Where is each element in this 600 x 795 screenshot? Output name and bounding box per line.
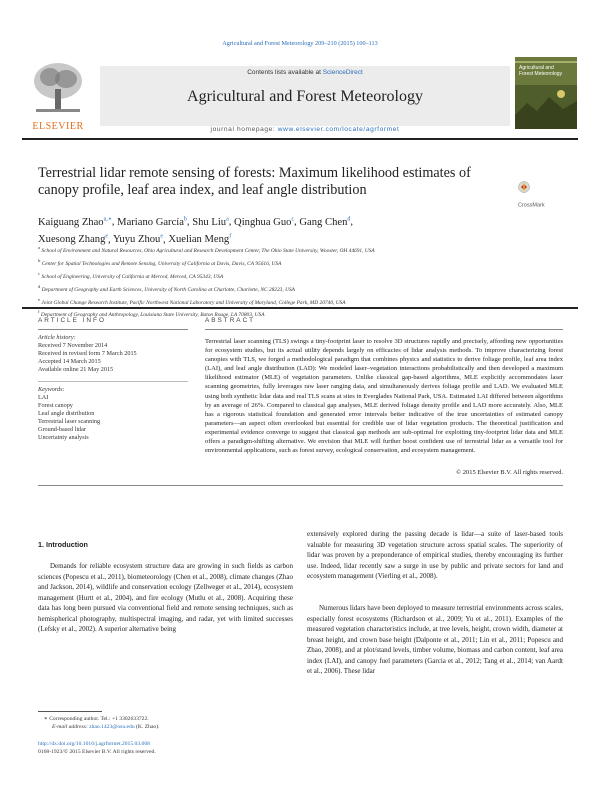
affiliation-sup: d: [38, 283, 41, 289]
cover-title-line1: Agricultural and: [519, 65, 554, 71]
email-link[interactable]: zhao.1423@osu.edu: [89, 723, 135, 730]
author-affil-sup[interactable]: a: [226, 216, 229, 222]
article-info-heading: ARTICLE INFO: [38, 317, 106, 324]
affiliations-divider: [22, 307, 578, 309]
intro-paragraph-1: Demands for reliable ecosystem structure data are growing in such fields as carbon sciences (Popescu et al., 2011), biometeorology (Chen et al., 2008), climate changes (Zhao and Jackson, 2014), wildlife and conservation ecology (Zellweger et al., 2014), ecosystem management (Hurtt et al., 2004), and fire ecology (Mutlu et al., 2008). Acquiring these data has long been pursued via conventional field and remote sensing techniques, such as hemispherical photography, multispectral imaging, and radar, yet with limited successes (Lefsky et al., 2002). A superior alternative being: [38, 562, 293, 633]
issn-copyright: 0168-1923/© 2015 Elsevier B.V. All rights reserved.: [38, 748, 156, 755]
author-name: Xuelian Meng: [168, 234, 230, 246]
affiliation-text: Center for Spatial Technologies and Remote Sensing, University of California at Davis, Davis, CA 95616, USA: [41, 260, 282, 267]
author-name: Mariano García: [117, 216, 184, 228]
abstract-rule: [205, 329, 563, 330]
author-affil-sup[interactable]: e: [105, 233, 109, 240]
contents-availability: [100, 69, 510, 76]
author-affil-sup[interactable]: f: [229, 233, 232, 240]
article-info-rule: [38, 329, 188, 330]
footnote-rule: [38, 711, 102, 712]
affiliation-text: Department of Geography and Earth Sciences, University of North Carolina at Charlotte, Charlotte, NC 28223, USA: [41, 286, 295, 293]
keywords-label: Keywords:: [38, 386, 65, 393]
affiliation-text: Joint Global Change Research Institute, Pacific Northwest National Laboratory and University of Maryland, College Park, MD 20740, USA: [41, 299, 346, 306]
author-name: Xuesong Zhang: [38, 234, 106, 246]
abstract-bottom-rule: [38, 485, 563, 486]
affiliation-sup: c: [38, 270, 41, 276]
history-received: Received 7 November 2014: [38, 342, 108, 349]
homepage-link[interactable]: www.elsevier.com/locate/agrformet: [277, 126, 400, 133]
corresponding-author-note: ∗ Corresponding author. Tel.: +1 3302633722.: [44, 716, 149, 722]
history-online: Available online 21 May 2015: [38, 366, 114, 373]
header-divider: [22, 138, 578, 140]
author-name: Shu Liu: [192, 216, 227, 228]
author-list: Kaiguang Zhao$^{a,∗}$, Mariano García$^b$, Shu Liu$^a$, Qinghua Guo$^c$, Gang Chen$^d$, Xuesong Zhang$^e$, Yuyu Zhou$^e$, Xuelian Meng$^f$: [38, 216, 354, 246]
history-revised: Received in revised form 7 March 2015: [38, 350, 137, 357]
journal-homepage: [100, 126, 510, 133]
affiliation-sup: e: [38, 296, 41, 302]
article-title: Terrestrial lidar remote sensing of forests: Maximum likelihood estimates of canopy profile, leaf area index, and leaf angle distribution: [38, 165, 471, 198]
author[interactable]: [192, 217, 229, 228]
author[interactable]: [117, 217, 187, 228]
abstract-text: Terrestrial laser scanning (TLS) swings a tiny-footprint laser to resolve 3D structures rapidly and precisely, affording new opportunities for ecosystem studies, but its actual utility depends largely on efficacies of lidar analysis methods. To improve characterizing forest canopies with TLS, we forged a methodological paradigm that combines physics and statistics to derive foliage profile, leaf area index (LAI), and leaf angle distribution (LAD): We modeled laser–vegetation interactions probabilistically and then developed a maximum likelihood estimator (MLE) of vegetation parameters. Unlike classical gap-based algorithms, MLE explicitly accommodates laser scanning geometries, fully leverages raw laser ranging data, and simultaneously derives foliage profile and LAD. We evaluated MLE using both synthetic lidar data and real TLS scans at sites in Everglades National Park, USA. Estimated LAI differed between algorithms by an average of 26%. Compared to classical gap analyses, MLE derived foliage density profile and LAD more accurately. Also, MLE has a rigorous statistical foundation and generated error intervals better indicative of the true uncertainties of estimated canopy parameters—an aspect often overlooked but essential for credible use of lidar vegetation products. The theoretical justification and experimental evidence converge to suggest that classical gap methods are sub-optimal for exploiting tiny-footprint lidar data and MLE offers a paradigm-shifting alternative. We envision that MLE will further boost confident use of terrestrial lidar as a versatile tool for environmental applications, such as forest survey, ecological conservation, and ecosystem management.: [205, 338, 563, 455]
cover-title-line2: Forest Meteorology: [519, 71, 563, 77]
affiliation: [38, 269, 568, 282]
affiliation: [38, 256, 568, 269]
doi-link[interactable]: http://dx.doi.org/10.1016/j.agrformet.2015.03.008: [38, 741, 150, 747]
author-name: Gang Chen: [299, 216, 348, 228]
affiliation-text: School of Environment and Natural Resources, Ohio Agricultural and Research Development Center, The Ohio State University, Wooster, OH 44691, USA: [41, 247, 375, 254]
sciencedirect-link[interactable]: ScienceDirect: [322, 69, 363, 76]
elsevier-logo: [22, 57, 94, 135]
keyword: Ground-based lidar: [38, 426, 86, 433]
journal-reference[interactable]: Agricultural and Forest Meteorology 209–210 (2015) 100–113: [222, 40, 378, 47]
author[interactable]: [38, 217, 112, 228]
abstract-copyright: © 2015 Elsevier B.V. All rights reserved.: [456, 469, 563, 476]
affiliation: [38, 295, 568, 308]
author-affil-sup[interactable]: d: [347, 216, 351, 222]
author-name: Qinghua Guo: [234, 216, 292, 228]
cover-landscape-icon: [515, 85, 577, 129]
intro-paragraph-3: Numerous lidars have been deployed to measure terrestrial environments across scales, especially forest ecosystems (Richardson et al., 2009; Yu et al., 2011). Examples of the measured vegetation characteristics include, at tree levels, height, crown width, diameter at breast height, and crown base height (Dalponte et al., 2011; Lin et al., 2011; Popescu and Zhao, 2008), and at plot/stand levels, timber volume, biomass and carbon content, leaf area index (LAI), and canopy fuel parameters (Garcia et al., 2012; Tang et al., 2014; van Aardt et al., 2006). These lidar: [307, 604, 563, 675]
author-affil-sup[interactable]: e: [160, 233, 164, 240]
email-label: E-mail address:: [52, 723, 90, 730]
keyword: Leaf angle distribution: [38, 410, 95, 417]
footnotes: [44, 716, 294, 731]
author-affil-sup[interactable]: b: [183, 216, 187, 222]
author[interactable]: [299, 217, 350, 228]
author-name: Yuyu Zhou: [112, 234, 161, 246]
affiliation: [38, 243, 568, 256]
keyword: Forest canopy: [38, 402, 73, 409]
article-history: [38, 334, 198, 374]
author[interactable]: [234, 217, 294, 228]
crossmark-icon: [518, 181, 530, 193]
homepage-label: journal homepage:: [210, 126, 278, 133]
history-label: Article history:: [38, 334, 76, 341]
elsevier-tree-icon: [30, 59, 86, 115]
journal-title: Agricultural and Forest Meteorology: [187, 88, 423, 105]
contents-prefix: Contents lists available at: [247, 69, 323, 76]
affiliation-text: Department of Geography and Anthropology, Louisiana State University, Baton Rouge, LA 70803, USA: [40, 312, 265, 319]
affiliation-sup: f: [38, 309, 40, 315]
affiliation: [38, 282, 568, 295]
keywords-rule: [38, 381, 188, 382]
affiliation-sup: b: [38, 257, 41, 263]
author-affil-sup[interactable]: a,∗: [103, 216, 112, 222]
keyword: Terrestrial laser scanning: [38, 418, 101, 425]
affiliation: [38, 307, 568, 320]
email-suffix: (K. Zhao).: [134, 723, 160, 730]
keywords: [38, 386, 198, 442]
author-affil-sup[interactable]: c: [291, 216, 295, 222]
publication-info: [38, 741, 338, 756]
introduction-heading: 1. Introduction: [38, 540, 88, 549]
keyword: Uncertainty analysis: [38, 434, 89, 441]
publisher-name: ELSEVIER: [32, 121, 84, 132]
intro-paragraph-2: extensively explored during the passing decade is lidar—a suite of laser-based tools valuable for measuring 3D vegetation structure across spatial scales. The superiority of lidar was proven by a preponderance of empirical studies, thereby encouraging its further use. Indeed, lidar recently saw a surge in use by public and private sectors for land and ecosystem management (Vierling et al., 2008).: [307, 530, 563, 580]
author-name: Kaiguang Zhao: [38, 216, 104, 228]
journal-cover-image: [515, 57, 577, 129]
history-accepted: Accepted 14 March 2015: [38, 358, 101, 365]
affiliation-text: School of Engineering, University of California at Merced, Merced, CA 95343, USA: [41, 273, 224, 280]
crossmark-label: CrossMark: [518, 202, 545, 209]
abstract-heading: ABSTRACT: [205, 317, 256, 324]
keyword: LAI: [38, 394, 49, 401]
crossmark-badge[interactable]: [518, 178, 558, 214]
affiliation-sup: a: [38, 245, 41, 250]
